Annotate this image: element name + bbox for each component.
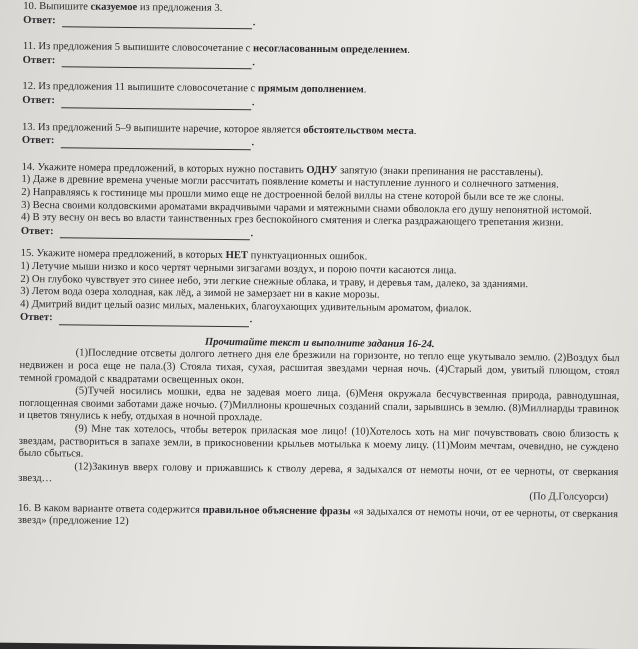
option-14-1: 1) Даже в древние времена ученые могли рассчитать появление кометы и наступление лунного и солнечного затмения. [21,174,559,191]
option-15-2: 2) Он глубоко чувствует это синее небо, эти легкие снежные облака, и траву, и деревья там, далеко, за зданиями. [20,273,529,290]
paragraph-4: (12)Закинув вверх голову и прижавшись к стволу дерева, я задыхался от немоты ночи, от ее черноты, от сверкания звезд… [18,461,619,485]
question-15-post: пунктуационных ошибок. [247,250,368,263]
question-14-post: запятую (знаки препинания не расставлены). [337,164,544,179]
answer-label: Ответ: [22,54,56,67]
answer-label: Ответ: [22,94,55,107]
paragraph-3: (9) Мне так хотелось, чтобы ветерок прилаская мое лицо! (10)Хотелось хоть на миг почувствовать свою близость к звездам, раствориться в запахе земли, в прикосновении крыльев мотылька к моему лицу. (11)Моим мечтам, очевидно, не суждено было сбыться. [18,423,619,460]
question-16-bold: правильное объяснение фразы [202,504,351,517]
answer-dot: . [252,57,256,69]
worksheet-content [18,1,623,534]
text-heading: Прочитайте текст и выполните задания 16-24. [204,336,435,351]
answer-dot: . [249,314,253,326]
question-14-options [21,174,621,231]
question-11-bold: несогласованным определением [252,43,408,57]
paragraph-2: (5)Тучей носились мошки, едва не задевая моего лица. (6)Меня окружала бесчувственная природа, равнодушная, поглощенная своими заботами даже ночью. (7)Миллионы крошечных созданий спали, зарывшись в землю. (8)Миллиарды травинок и цветов тянулись к небу, отдыхая в ночной прохладе. [18,385,620,424]
answer-dot: . [251,137,255,149]
answer-line-11[interactable] [61,58,251,70]
answer-dot: . [251,97,255,109]
option-14-3: 3) Весна своими колдовскими ароматами вкрадчивыми чарами и мятежными снами обволокла его душу непонятной истомой. [21,199,592,217]
question-16-post: «я задыхался от немоты ночи, от ее черноты, от сверкания звезд» (предложение 12) [17,505,619,528]
answer-dot: . [252,16,256,28]
answer-label: Ответ: [19,312,53,324]
question-12-post: . [363,84,367,96]
answer-line-12[interactable] [61,98,251,110]
option-14-4: 4) В эту весну он весь во власти таинственных грез беспокойного смятения и слегка раздражающего трепетания жизни. [21,211,564,229]
question-10-post: из предложения 3. [137,2,223,14]
answer-dot: . [250,227,254,240]
question-12-bold: прямым дополнением [257,83,364,96]
question-16-pre: 16. В каком варианте ответа содержится [17,502,203,516]
question-16 [18,502,618,533]
answer-line-10[interactable] [62,17,252,29]
option-15-3: 3) Летом вода озера холодная, как лёд, а зимой не замерзает ни в какие морозы. [20,285,380,301]
answer-line-14[interactable] [59,229,249,241]
answer-label: Ответ: [20,225,54,237]
answer-label: Ответ: [21,135,55,147]
question-14-bold: ОДНУ [306,164,338,176]
question-12-pre: 12. Из предложения 11 выпишите словосочетание с [22,81,258,95]
paragraph-1: (1)Последние отсветы долгого летнего дня еле брезжили на горизонте, но тепло еще укутывало землю. (2)Воздух был недвижен и роса еще не пала.(3) Стояла тихая, сухая, расшитая звездами черная ночь. (4)Старый дом, увитый плющом, стоял темной громадой с квадратами освещенных окон. [19,347,620,386]
answer-label: Ответ: [23,14,56,26]
question-16-text [18,502,618,533]
question-13-post: . [413,125,417,137]
question-13-pre: 13. Из предложений 5–9 выпишите наречие, которое является [21,121,304,136]
question-15-bold: НЕТ [225,250,249,262]
text-author: (По Д.Голсуорси) [529,491,609,504]
option-15-4: 4) Дмитрий видит целый оазис милых, маленьких, благоухающих удивительным ароматом, фиалок. [20,298,472,315]
reading-text [18,347,619,492]
question-11-post: . [407,45,410,57]
question-10-pre: 10. Выпишите [23,0,91,13]
question-14-pre: 14. Укажите номера предложений, в которых нужно поставить [21,161,307,176]
question-14 [21,162,622,245]
question-13-bold: обстоятельством места [303,124,414,137]
option-14-2: 2) Направляясь к гостинице мы прошли мимо еще не достроенной белой виллы на стене которой были все те же слоны. [21,186,564,204]
answer-line-15[interactable] [59,315,249,327]
question-11-pre: 11. Из предложения 5 выпишите словосочетание с [22,41,254,55]
answer-line-13[interactable] [60,138,250,150]
question-10-bold: сказуемое [90,1,138,14]
question-15-pre: 15. Укажите номера предложений, в которых [20,248,226,262]
option-15-1: 1) Летучие мыши низко и косо чертят черными зигзагами воздух, и порою почти касаются лица. [20,260,457,277]
question-15 [20,248,621,331]
question-15-options [20,261,620,318]
